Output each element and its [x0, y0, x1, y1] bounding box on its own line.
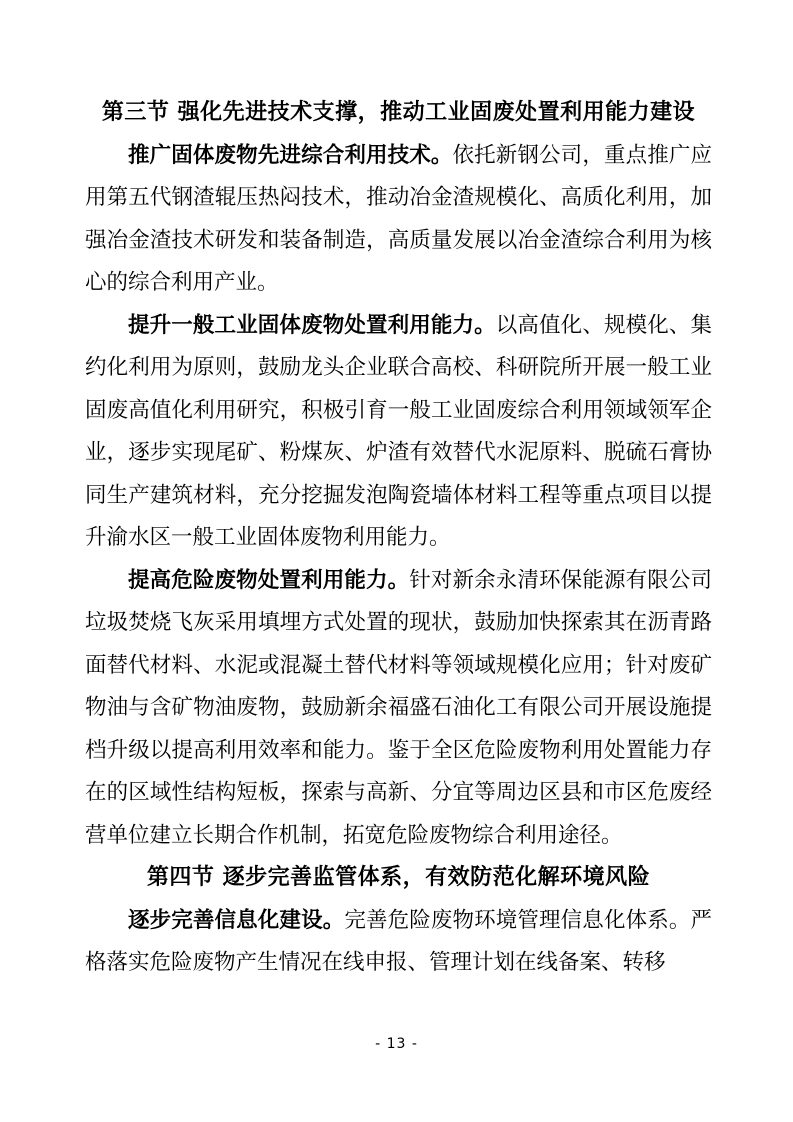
paragraph-text: 依托新钢公司，重点推广应用第五代钢渣辊压热闷技术，推动冶金渣规模化、高质化利用，加强冶金渣技术研发和装备制造，高质量发展以冶金渣综合利用为核心的综合利用产业。 — [85, 142, 712, 295]
paragraph-hazardous-waste — [85, 560, 712, 858]
section-4-heading: 第四节 逐步完善监管体系，有效防范化解环境风险 — [146, 865, 651, 890]
paragraph-text: 完善危险废物环境管理信息化体系。严格落实危险废物产生情况在线申报、管理计划在线备案、转移 — [85, 907, 712, 975]
paragraph-lead: 提高危险废物处置利用能力。 — [128, 567, 410, 593]
paragraph-promote-advanced-tech — [85, 135, 712, 305]
paragraph-text: 以高值化、规模化、集约化利用为原则，鼓励龙头企业联合高校、科研院所开展一般工业固废高值化利用研究，积极引育一般工业固废综合利用领域领军企业，逐步实现尾矿、粉煤灰、炉渣有效替代水泥原料、脱硫石膏协同生产建筑材料，充分挖掘发泡陶瓷墙体材料工程等重点项目以提升渝水区一般工业固体废物利用能力。 — [85, 312, 712, 550]
paragraph-general-solid-waste — [85, 305, 712, 560]
paragraph-lead: 推广固体废物先进综合利用技术。 — [128, 142, 453, 168]
page-number: - 13 - — [375, 1036, 418, 1052]
paragraph-lead: 提升一般工业固体废物处置利用能力。 — [128, 312, 496, 338]
paragraph-informatization — [85, 900, 712, 985]
paragraph-text: 针对新余永清环保能源有限公司垃圾焚烧飞灰采用填埋方式处置的现状，鼓励加快探索其在沥青路面替代材料、水泥或混凝土替代材料等领域规模化应用；针对废矿物油与含矿物油废物，鼓励新余福盛石油化工有限公司开展设施提档升级以提高利用效率和能力。鉴于全区危险废物利用处置能力存在的区域性结构短板，探索与高新、分宜等周边区县和市区危废经营单位建立长期合作机制，拓宽危险废物综合利用途径。 — [85, 567, 712, 848]
page-content — [85, 92, 712, 985]
section-3-heading: 第三节 强化先进技术支撑，推动工业固废处置利用能力建设 — [101, 100, 696, 125]
paragraph-lead: 逐步完善信息化建设。 — [128, 907, 345, 933]
